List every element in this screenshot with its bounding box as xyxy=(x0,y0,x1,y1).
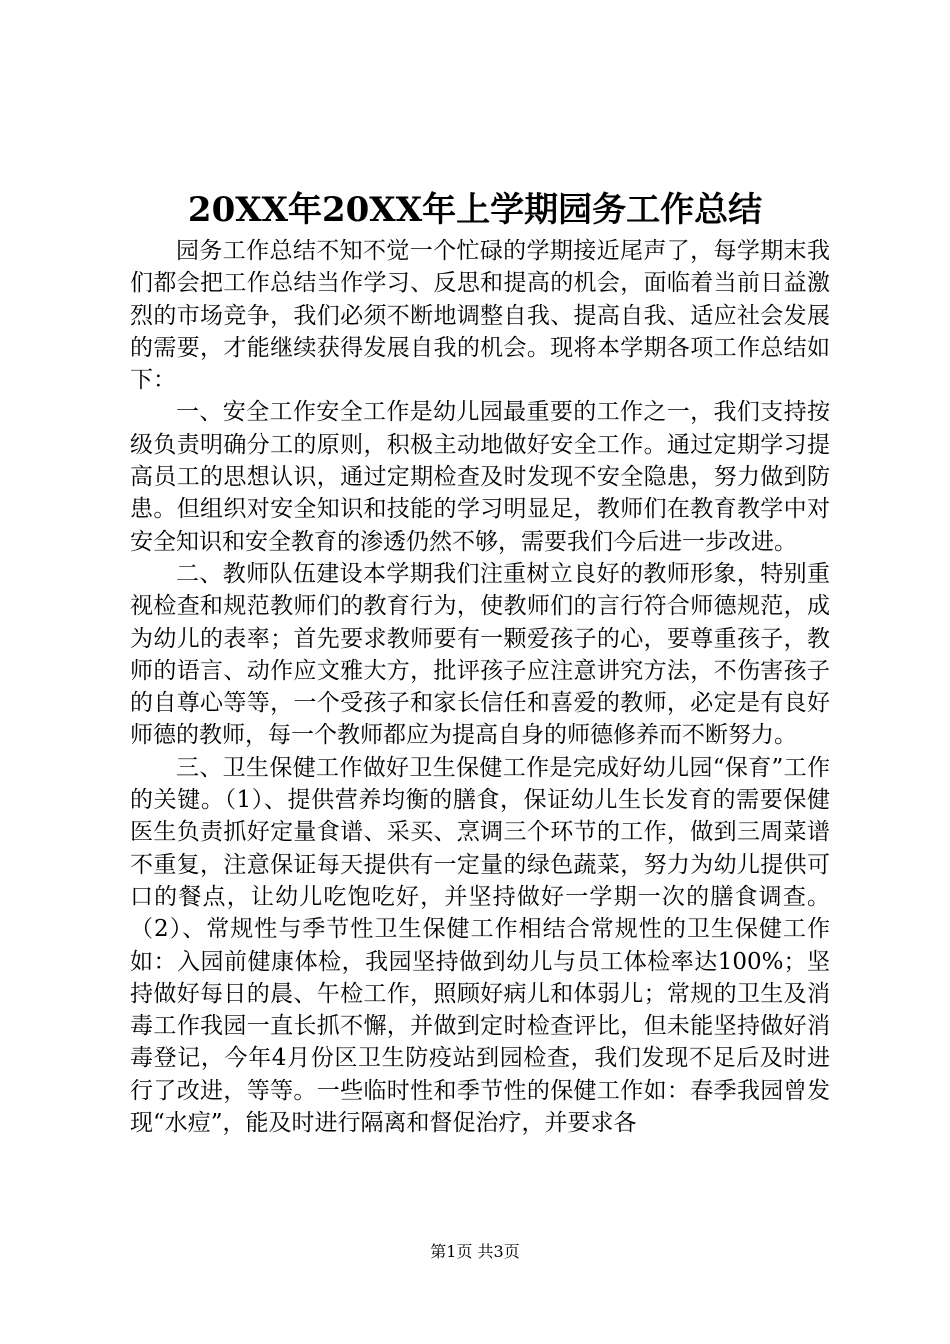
paragraph-intro: 园务工作总结不知不觉一个忙碌的学期接近尾声了，每学期末我们都会把工作总结当作学习、反思和提高的机会，面临着当前日益激烈的市场竞争，我们必须不断地调整自我、提高自我、适应社会发展的需要，才能继续获得发展自我的机会。现将本学期各项工作总结如下： xyxy=(130,238,830,394)
paragraph-teachers: 二、教师队伍建设本学期我们注重树立良好的教师形象，特别重视检查和规范教师们的教育行为，使教师们的言行符合师德规范，成为幼儿的表率；首先要求教师要有一颗爱孩子的心，要尊重孩子，教师的语言、动作应文雅大方，批评孩子应注意讲究方法，不伤害孩子的自尊心等等，一个受孩子和家长信任和喜爱的教师，必定是有良好师德的教师，每一个教师都应为提高自身的师德修养而不断努力。 xyxy=(130,560,830,749)
paragraph-safety: 一、安全工作安全工作是幼儿园最重要的工作之一，我们支持按级负责明确分工的原则，积极主动地做好安全工作。通过定期学习提高员工的思想认识，通过定期检查及时发现不安全隐患，努力做到防患。但组织对安全知识和技能的学习明显足，教师们在教育教学中对安全知识和安全教育的渗透仍然不够，需要我们今后进一步改进。 xyxy=(130,399,830,555)
document-title: 20XX年20XX年上学期园务工作总结 xyxy=(187,190,763,230)
document-body xyxy=(130,235,830,1139)
page-number-footer: 第1页 共3页 xyxy=(430,1242,520,1261)
paragraph-health: 三、卫生保健工作做好卫生保健工作是完成好幼儿园“保育”工作的关键。（1）、提供营养均衡的膳食，保证幼儿生长发育的需要保健医生负责抓好定量食谱、采买、烹调三个环节的工作，做到三周菜谱不重复，注意保证每天提供有一定量的绿色蔬菜，努力为幼儿提供可口的餐点，让幼儿吃饱吃好，并坚持做好一学期一次的膳食调查。（2）、常规性与季节性卫生保健工作相结合常规性的卫生保健工作如：入园前健康体检，我园坚持做到幼儿与员工体检率达100%；坚持做好每日的晨、午检工作，照顾好病儿和体弱儿；常规的卫生及消毒工作我园一直长抓不懈，并做到定时检查评比，但未能坚持做好消毒登记，今年4月份区卫生防疫站到园检查，我们发现不足后及时进行了改进，等等。一些临时性和季节性的保健工作如：春季我园曾发现“水痘”，能及时进行隔离和督促治疗，并要求各 xyxy=(130,754,830,1137)
